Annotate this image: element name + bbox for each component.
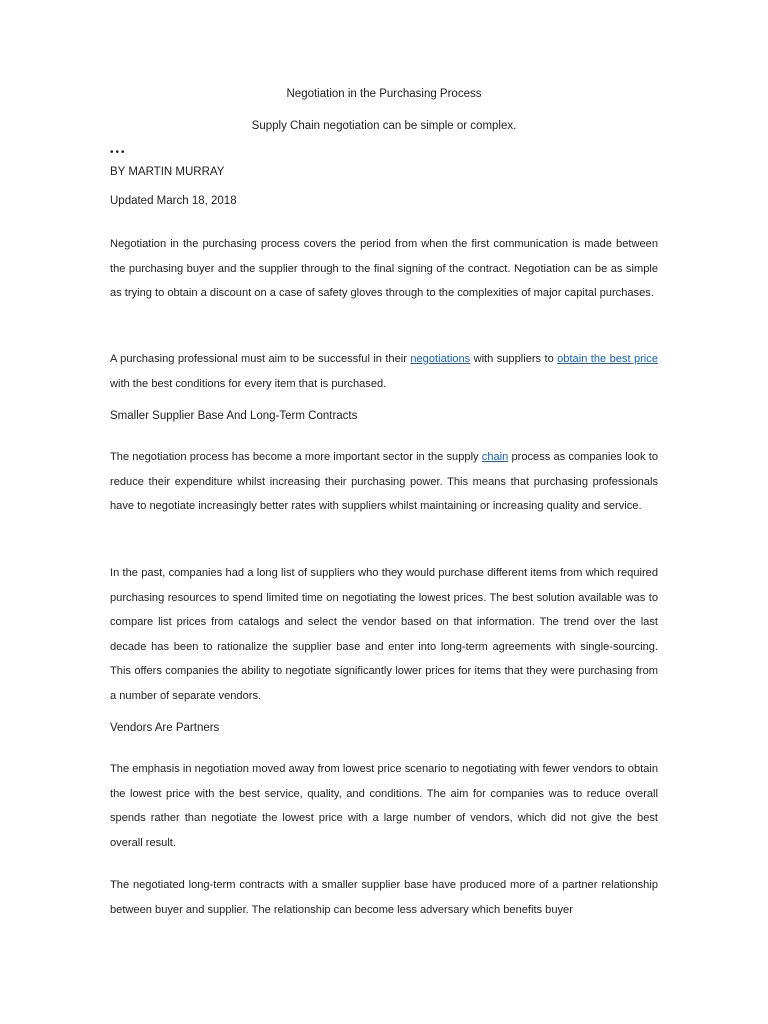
paragraph-negotiation-process bbox=[110, 445, 658, 519]
updated-date: Updated March 18, 2018 bbox=[110, 195, 237, 207]
paragraph-long-term-contracts: The negotiated long-term contracts with a smaller supplier base have produced more of a partner relationship between buyer and supplier. The relationship can become less adversary which benefits buyer bbox=[110, 879, 658, 916]
section-heading-vendors-partners: Vendors Are Partners bbox=[110, 722, 220, 734]
paragraph-past-suppliers: In the past, companies had a long list of suppliers who they would purchase different items from which required purchasing resources to spend limited time on negotiating the lowest prices. The best solution available was to compare list prices from catalogs and select the vendor based on that information. The trend over the last decade has been to rationalize the supplier base and enter into long-term agreements with single-sourcing. This offers companies the ability to negotiate significantly lower prices for items that they were purchasing from a number of separate vendors. bbox=[110, 567, 658, 702]
paragraph-emphasis: The emphasis in negotiation moved away from lowest price scenario to negotiating with fewer vendors to obtain the lowest price with the best service, quality, and conditions. The aim for companies was to reduce overall spends rather than negotiate the lowest price with a large number of vendors, which did not give the best overall result. bbox=[110, 763, 658, 849]
obtain-best-price-link[interactable]: obtain the best price bbox=[557, 353, 658, 365]
more-dots-icon: ••• bbox=[110, 147, 127, 158]
paragraph-purchasing-professional bbox=[110, 347, 658, 396]
document-subtitle: Supply Chain negotiation can be simple or complex. bbox=[251, 120, 517, 132]
author-byline: BY MARTIN MURRAY bbox=[110, 166, 225, 178]
paragraph-text: A purchasing professional must aim to be successful in their bbox=[110, 353, 411, 365]
paragraph-text: with the best conditions for every item that is purchased. bbox=[110, 377, 387, 390]
paragraph-text: process as companies look to reduce their expenditure whilst increasing their purchasing power. This means that purchasing professionals have to negotiate increasingly better rates with suppliers whilst maintaining or increasing quality and service. bbox=[110, 451, 658, 513]
paragraph-intro: Negotiation in the purchasing process covers the period from when the first communication is made between the purchasing buyer and the supplier through to the final signing of the contract. Negotiation can be as simple as trying to obtain a discount on a case of safety gloves through to the complexities of major capital purchases. bbox=[110, 238, 658, 300]
negotiations-link[interactable]: negotiations bbox=[410, 353, 471, 365]
document-title: Negotiation in the Purchasing Process bbox=[286, 88, 482, 100]
paragraph-text: The negotiation process has become a more important sector in the supply bbox=[110, 451, 482, 463]
chain-link[interactable]: chain bbox=[481, 451, 509, 463]
paragraph-text: with suppliers to bbox=[470, 353, 558, 365]
section-heading-supplier-base: Smaller Supplier Base And Long-Term Contracts bbox=[110, 410, 358, 422]
